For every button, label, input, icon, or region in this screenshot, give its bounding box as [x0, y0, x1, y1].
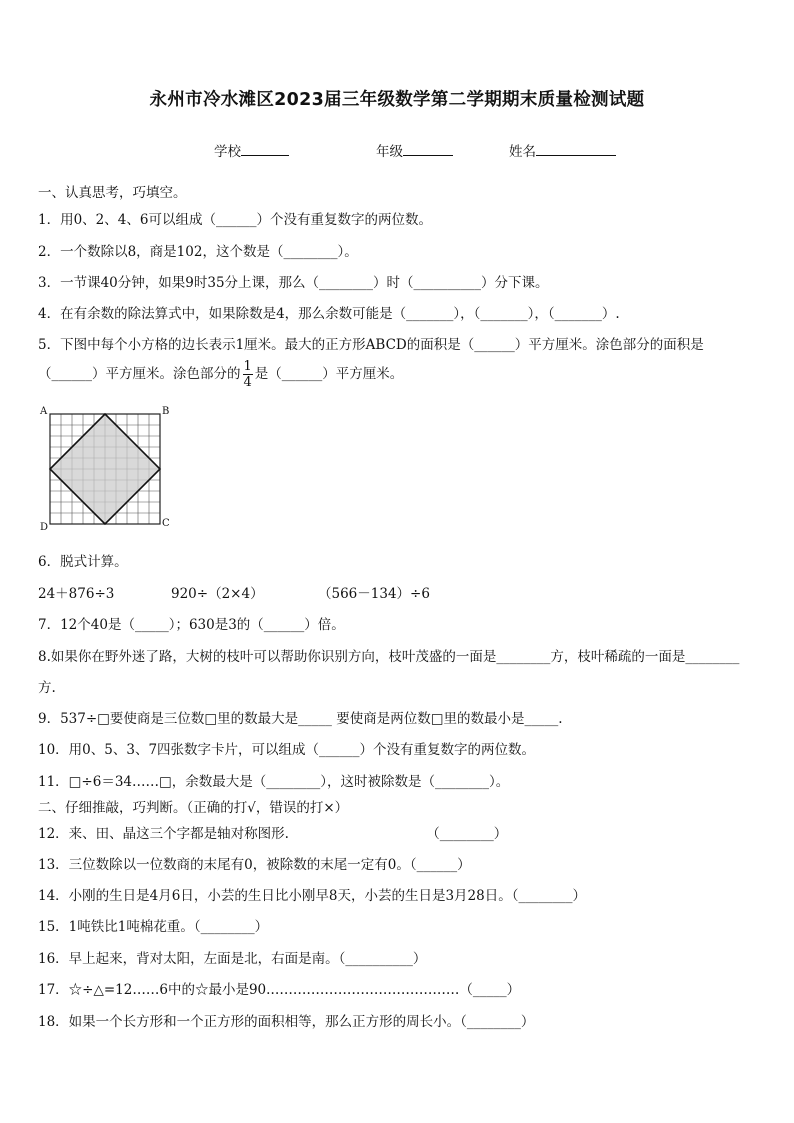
school-label: 学校 — [214, 144, 241, 160]
question-15: 15．1吨铁比1吨棉花重。（________） — [38, 919, 269, 935]
question-9: 9．537÷□要使商是三位数□里的数最大是_____ 要使商是两位数□里的数最小是_____. — [38, 711, 563, 727]
question-1: 1．用0、2、4、6可以组成（______）个没有重复数字的两位数。 — [38, 212, 432, 228]
question-5-line-1: 5．下图中每个小方格的边长表示1厘米。最大的正方形ABCD的面积是（______）平方厘米。涂色部分的面积是 — [38, 337, 704, 353]
question-8-line-1: 8.如果你在野外迷了路，大树的枝叶可以帮助你识别方向，枝叶茂盛的一面是________方，枝叶稀疏的一面是________ — [38, 649, 740, 665]
name-field — [509, 140, 616, 160]
school-blank[interactable] — [241, 143, 289, 156]
shaded-diamond — [50, 414, 160, 524]
one-quarter-fraction — [243, 360, 253, 389]
question-7: 7．12个40是（_____）；630是3的（______）倍。 — [38, 617, 345, 633]
question-13: 13．三位数除以一位数商的末尾有0，被除数的末尾一定有0。（______） — [38, 857, 471, 873]
fraction-denominator: 4 — [243, 375, 252, 390]
question-18: 18．如果一个长方形和一个正方形的面积相等，那么正方形的周长小。（________） — [38, 1014, 535, 1030]
question-5-text-a: （______）平方厘米。涂色部分的 — [38, 366, 241, 382]
grade-blank[interactable] — [403, 143, 453, 156]
section-2-heading: 二、仔细推敲，巧判断。（正确的打√，错误的打×） — [38, 800, 349, 816]
question-8-line-2: 方. — [38, 680, 56, 696]
question-11: 11．□÷6＝34……□，余数最大是（________），这时被除数是（________）。 — [38, 774, 510, 790]
label-c: C — [162, 518, 170, 529]
name-label: 姓名 — [509, 144, 536, 160]
calc-1: 24＋876÷3 — [38, 586, 115, 602]
question-6: 6．脱式计算。 — [38, 554, 128, 570]
grid-svg — [36, 404, 176, 534]
question-5-text-b: 是（______）平方厘米。 — [254, 366, 404, 382]
name-blank[interactable] — [536, 143, 616, 156]
question-14: 14．小刚的生日是4月6日，小芸的生日比小刚早8天，小芸的生日是3月28日。（________） — [38, 888, 586, 904]
fraction-numerator: 1 — [243, 359, 252, 374]
question-17: 17．☆÷△=12……6中的☆最小是90.……………………………………（_____） — [38, 982, 521, 998]
label-a: A — [40, 406, 48, 417]
question-12: 12．来、田、晶这三个字都是轴对称图形. （________） — [38, 826, 508, 842]
question-10: 10．用0、5、3、7四张数字卡片，可以组成（______）个没有重复数字的两位数。 — [38, 742, 536, 758]
school-field — [214, 140, 289, 160]
grade-field — [376, 140, 453, 160]
question-16: 16．早上起来，背对太阳，左面是北，右面是南。（__________） — [38, 951, 427, 967]
grade-label: 年级 — [376, 144, 403, 160]
question-2: 2．一个数除以8，商是102，这个数是（________）。 — [38, 244, 358, 260]
question-5-line-2 — [38, 360, 403, 389]
question-4: 4．在有余数的除法算式中，如果除数是4，那么余数可能是（_______），（_______），（_______）. — [38, 306, 620, 322]
question-3: 3．一节课40分钟，如果9时35分上课，那么（________）时（__________）分下课。 — [38, 275, 549, 291]
section-1-heading: 一、认真思考，巧填空。 — [38, 185, 187, 201]
page-title: 永州市冷水滩区2023届三年级数学第二学期期末质量检测试题 — [149, 90, 645, 110]
square-grid-diagram — [36, 404, 176, 534]
label-d: D — [40, 522, 49, 533]
label-b: B — [162, 406, 170, 417]
calc-2: 920÷（2×4） — [171, 586, 264, 602]
calc-3: （566－134）÷6 — [318, 586, 430, 602]
